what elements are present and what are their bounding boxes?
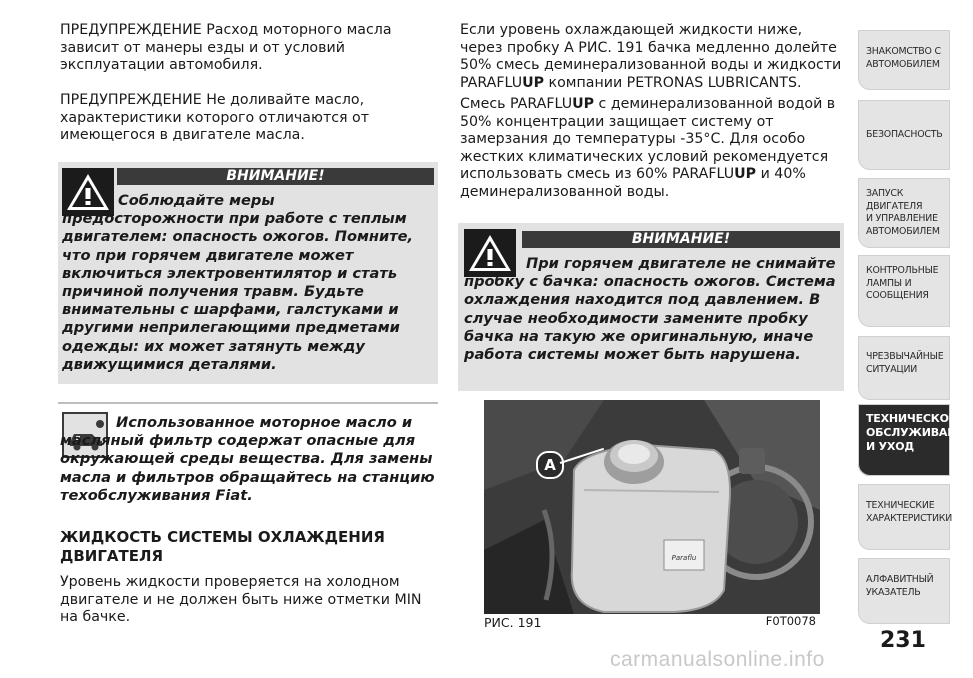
mixture-text-a: Смесь PARAFLU: [460, 96, 573, 112]
tab-label: КОНТРОЛЬНЫЕ ЛАМПЫ И СООБЩЕНИЯ: [866, 265, 939, 301]
tab-starting-driving[interactable]: [858, 178, 950, 248]
figure-caption: РИС. 191: [484, 615, 542, 630]
mixture-text-c: и 40% деминерализованной воды.: [460, 166, 806, 200]
tab-emergency[interactable]: [858, 336, 950, 400]
tab-label: БЕЗОПАСНОСТЬ: [866, 129, 943, 140]
svg-text:Paraflu: Paraflu: [671, 554, 697, 562]
tab-index[interactable]: [858, 558, 950, 624]
figure-caption-bar: [484, 614, 820, 630]
mixture-text-bold2: UP: [734, 166, 757, 182]
section-text: Уровень жидкости проверяется на холодном двигателе и не должен быть ниже отметки MIN на бачке.: [60, 574, 422, 625]
attention-text: При горячем двигателе не снимайте пробку с бачка: опасность ожогов. Система охлаждения находится под давлением. В случае необходимости замените пробку бачка на такую же оригинальную, иначе работа системы может быть нарушена.: [464, 255, 836, 364]
attention-header: ВНИМАНИЕ!: [522, 231, 840, 248]
watermark: carmanualsonline.info: [610, 648, 825, 671]
tab-maintenance[interactable]: [858, 404, 973, 476]
figure-code: F0T0078: [765, 614, 816, 628]
tab-label: АЛФАВИТНЫЙ УКАЗАТЕЛЬ: [866, 574, 934, 598]
section-title: ЖИДКОСТЬ СИСТЕМЫ ОХЛАЖДЕНИЯ ДВИГАТЕЛЯ: [60, 528, 385, 565]
coolant-tank-photo: [484, 400, 820, 614]
tab-safety[interactable]: [858, 100, 950, 170]
tab-technical-specs[interactable]: [858, 484, 953, 550]
tab-label: ЗНАКОМСТВО С АВТОМОБИЛЕМ: [866, 46, 941, 70]
tab-label: ТЕХНИЧЕСКИЕ ХАРАКТЕРИСТИКИ: [866, 500, 953, 524]
topup-text-a: Если уровень охлаждающей жидкости ниже, через пробку A РИС. 191 бачка медленно долейте 50% смесь деминерализованной воды и жидкости PARAFLU: [460, 22, 842, 91]
attention-header: ВНИМАНИЕ!: [117, 168, 434, 185]
tab-label: ЗАПУСК ДВИГАТЕЛЯ И УПРАВЛЕНИЕ АВТОМОБИЛЕМ: [866, 188, 940, 237]
warning-oil-consumption: ПРЕДУПРЕЖДЕНИЕ Расход моторного масла зависит от манеры езды и от условий эксплуатации автомобиля.: [60, 22, 392, 73]
tab-getting-to-know[interactable]: [858, 30, 950, 90]
divider: [58, 402, 438, 404]
attention-text: Соблюдайте меры предосторожности при работе с теплым двигателем: опасность ожогов. Помните, что при горячем двигателе может включиться электровентилятор и стать причиной получения травм. Будьте внимательны с шарфами, галстуками и другими неприлегающими предметами одежды: их может затянуть между движущимися деталями.: [62, 192, 414, 373]
tab-label: ТЕХНИЧЕСКОЕ ОБСЛУЖИВАНИЕ И УХОД: [866, 412, 973, 453]
topup-text-b: компании PETRONAS LUBRICANTS.: [544, 74, 802, 91]
tab-warning-lights[interactable]: [858, 255, 950, 327]
tab-label: ЧРЕЗВЫЧАЙНЫЕ СИТУАЦИИ: [866, 351, 944, 375]
callout-a: A: [536, 451, 564, 479]
page-number: 231: [880, 628, 926, 653]
mixture-description: [460, 96, 848, 201]
topup-text-bold: UP: [522, 74, 545, 91]
topup-instructions: [460, 22, 848, 92]
attention-box-hot-engine: [58, 162, 438, 384]
attention-box-pressure: [458, 223, 844, 391]
warning-oil-mixing: ПРЕДУПРЕЖДЕНИЕ Не доливайте масло, характеристики которого отличаются от имеющегося в двигателе масла.: [60, 92, 369, 143]
eco-note: Использованное моторное масло и масляный фильтр содержат опасные для окружающей среды вещества. Для замены масла и фильтров обращайтесь на станцию техобслуживания Fiat.: [60, 414, 435, 504]
mixture-text-bold1: UP: [572, 96, 595, 112]
mixture-text-b: с деминерализованной водой в 50% концентрации защищает систему от замерзания до температуры -35°C. Для особо жестких климатических условий рекомендуется использовать смесь из 60% PARAFLU: [460, 96, 836, 182]
